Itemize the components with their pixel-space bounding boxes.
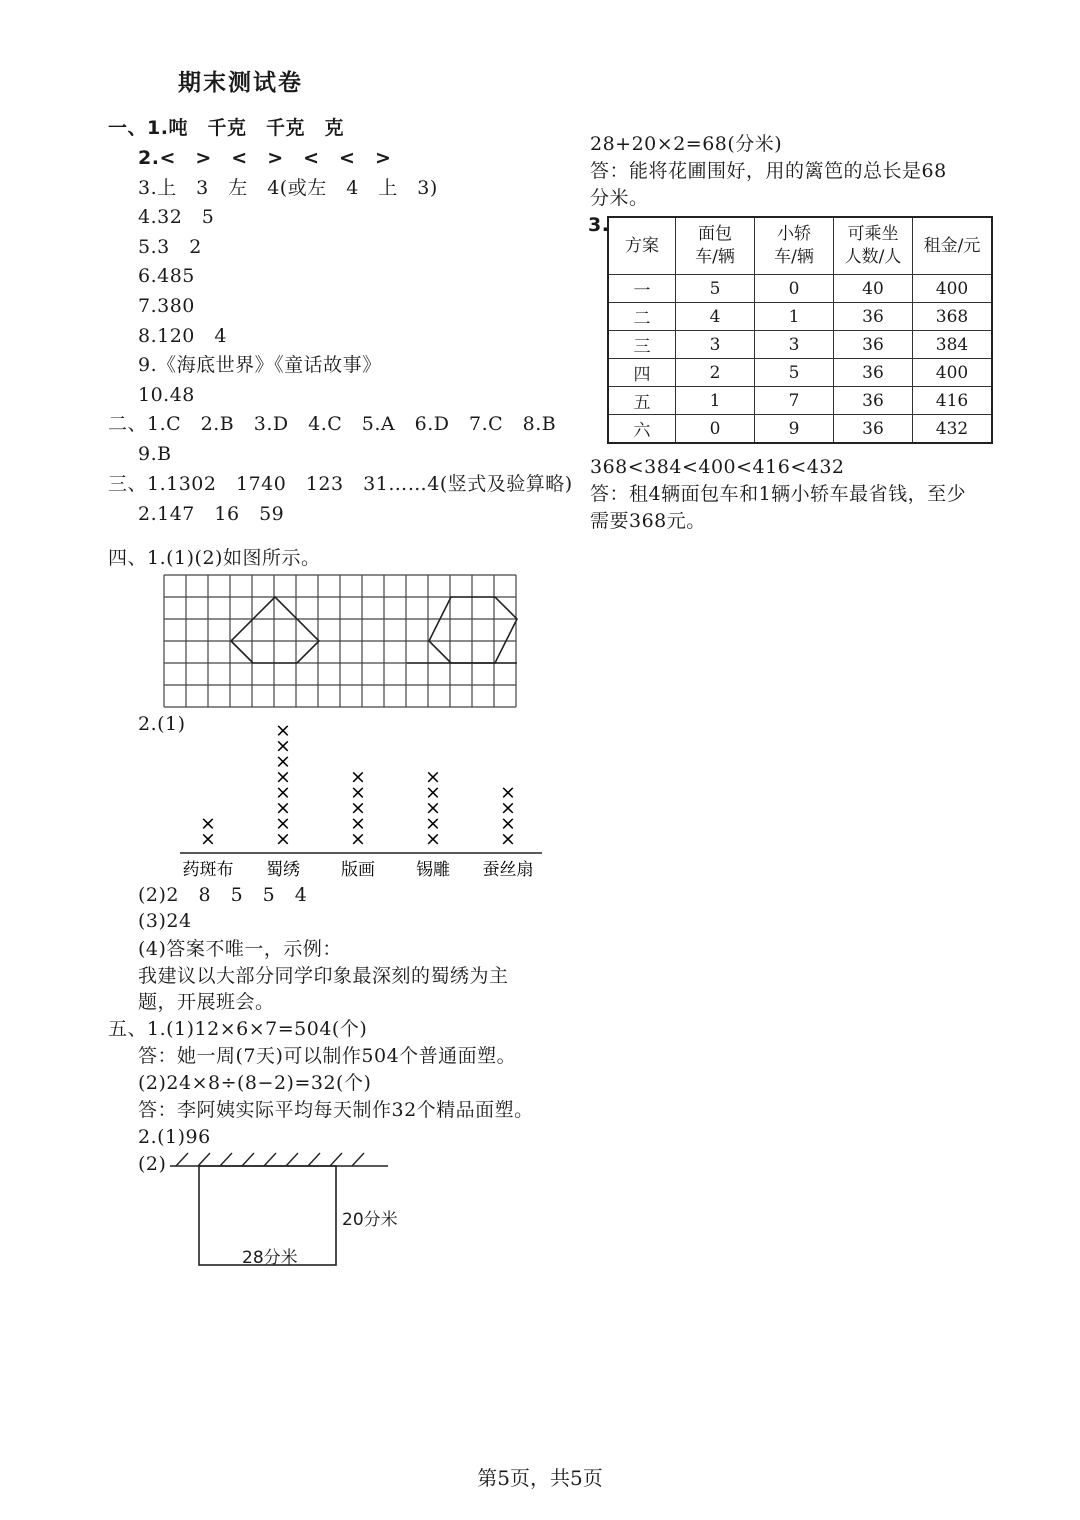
- pictograph-category-label: 药斑布: [182, 860, 234, 880]
- answer-5-5: 2.(1)96: [138, 1126, 211, 1148]
- table-cell: 5: [676, 275, 755, 303]
- answer-5-2: 答：她一周(7天)可以制作504个普通面塑。: [138, 1045, 517, 1067]
- table-row: [608, 275, 992, 303]
- right-line-4: 368<384<400<416<432: [590, 456, 845, 478]
- right-line-1: 28+20×2=68(分米): [590, 133, 783, 155]
- pictograph-category-label: 版画: [341, 860, 375, 880]
- pictograph-mark: ×: [275, 781, 291, 804]
- table-cell: 7: [755, 387, 834, 415]
- answer-1-10: 10.48: [138, 384, 195, 406]
- table-header-cell: 小轿 车/辆: [755, 217, 834, 275]
- answer-1-7: 7.380: [138, 295, 195, 317]
- answer-2-1: 二、1.C 2.B 3.D 4.C 5.A 6.D 7.C 8.B: [108, 413, 557, 435]
- right-line-5: 答：租4辆面包车和1辆小轿车最省钱，至少: [590, 483, 967, 505]
- right-line-2: 答：能将花圃围好，用的篱笆的总长是68: [590, 160, 947, 182]
- pictograph-mark: ×: [275, 797, 291, 819]
- table-cell: 36: [834, 303, 913, 331]
- table-cell: 四: [608, 359, 676, 387]
- page-title: 期末测试卷: [178, 70, 303, 96]
- table-cell: 416: [913, 387, 993, 415]
- table-header-cell: 租金/元: [913, 217, 993, 275]
- table-cell: 36: [834, 359, 913, 387]
- table-cell: 368: [913, 303, 993, 331]
- answer-1-3: 3.上 3 左 4(或左 4 上 3): [138, 177, 438, 199]
- pictograph-mark: ×: [500, 781, 516, 804]
- right-line-6: 需要368元。: [590, 510, 706, 532]
- pictograph-mark: ×: [500, 828, 516, 850]
- table-cell: 2: [676, 359, 755, 387]
- pictograph-chart: [180, 705, 545, 885]
- table-cell: 4: [676, 303, 755, 331]
- table-cell: 一: [608, 275, 676, 303]
- pictograph-mark: ×: [350, 797, 366, 819]
- table-row: [608, 415, 992, 444]
- pictograph-mark: ×: [275, 719, 291, 742]
- answer-1-5: 5.3 2: [138, 236, 202, 258]
- table-cell: 40: [834, 275, 913, 303]
- table-row: [608, 303, 992, 331]
- table-cell: 400: [913, 275, 993, 303]
- pictograph-mark: ×: [500, 812, 516, 835]
- table-cell: 三: [608, 331, 676, 359]
- table-cell: 9: [755, 415, 834, 444]
- pictograph-category-label: 蚕丝扇: [482, 860, 534, 880]
- answer-1-2: 2.< > < > < < >: [138, 147, 392, 169]
- table-cell: 400: [913, 359, 993, 387]
- pictograph-mark: ×: [350, 781, 366, 804]
- answer-4-2-2: (2)2 8 5 5 4: [138, 884, 308, 906]
- table-cell: 432: [913, 415, 993, 444]
- answer-4-2-4: (4)答案不唯一，示例：: [138, 938, 342, 960]
- pictograph-mark: ×: [425, 812, 441, 835]
- table-cell: 3: [755, 331, 834, 359]
- answer-5-1: 五、1.(1)12×6×7=504(个): [108, 1018, 368, 1040]
- pictograph-mark: ×: [275, 750, 291, 773]
- pictograph-mark: ×: [500, 797, 516, 819]
- right-line-3: 分米。: [590, 187, 649, 209]
- answer-1-9: 9.《海底世界》《童话故事》: [138, 354, 382, 376]
- rect-length-label: 28分米: [242, 1248, 298, 1268]
- answer-4-2-5: 我建议以大部分同学印象最深刻的蜀绣为主: [138, 965, 509, 987]
- answer-2-2: 9.B: [138, 443, 172, 465]
- answer-1-6: 6.485: [138, 265, 195, 287]
- table-cell: 1: [755, 303, 834, 331]
- table-cell: 0: [676, 415, 755, 444]
- rect-width-label: 20分米: [342, 1210, 398, 1230]
- table-row: [608, 331, 992, 359]
- pictograph-mark: ×: [275, 812, 291, 835]
- table-row: [608, 359, 992, 387]
- pictograph-mark: ×: [425, 828, 441, 850]
- pictograph-mark: ×: [425, 766, 441, 788]
- answer-1-4: 4.32 5: [138, 206, 215, 228]
- grid-figure: [164, 575, 519, 708]
- pictograph-mark: ×: [350, 766, 366, 788]
- table-row: [608, 387, 992, 415]
- answer-5-4: 答：李阿姨实际平均每天制作32个精品面塑。: [138, 1099, 534, 1121]
- table-cell: 二: [608, 303, 676, 331]
- table-header-cell: 可乘坐 人数/人: [834, 217, 913, 275]
- pictograph-mark: ×: [425, 797, 441, 819]
- pictograph-mark: ×: [275, 735, 291, 757]
- answer-3-1: 三、1.1302 1740 123 31……4(竖式及验算略): [108, 473, 573, 495]
- pictograph-mark: ×: [275, 766, 291, 788]
- table-cell: 36: [834, 387, 913, 415]
- table-header-row: [608, 217, 992, 275]
- rental-table: [607, 216, 993, 444]
- answer-4-1: 四、1.(1)(2)如图所示。: [108, 547, 321, 569]
- answer-5-3: (2)24×8÷(8−2)=32(个): [138, 1072, 372, 1094]
- table-cell: 六: [608, 415, 676, 444]
- pictograph-mark: ×: [350, 828, 366, 850]
- table-cell: 5: [755, 359, 834, 387]
- answer-4-2-6: 题，开展班会。: [138, 991, 275, 1013]
- table-cell: 0: [755, 275, 834, 303]
- question-3-label: 3.: [588, 214, 610, 236]
- pictograph-category-label: 蜀绣: [266, 860, 300, 880]
- pictograph-mark: ×: [200, 812, 216, 835]
- table-cell: 3: [676, 331, 755, 359]
- figure-shape-right: [429, 597, 517, 663]
- answer-1-8: 8.120 4: [138, 325, 227, 347]
- answer-1-1: 一、1.吨 千克 千克 克: [108, 117, 344, 139]
- table-cell: 36: [834, 331, 913, 359]
- table-cell: 五: [608, 387, 676, 415]
- pictograph-mark: ×: [275, 828, 291, 850]
- pictograph-mark: ×: [425, 781, 441, 804]
- table-cell: 1: [676, 387, 755, 415]
- pictograph-mark: ×: [200, 828, 216, 850]
- page-footer: 第5页，共5页: [477, 1466, 603, 1490]
- table-header-cell: 面包 车/辆: [676, 217, 755, 275]
- answer-5-6: (2): [138, 1153, 167, 1175]
- table-cell: 384: [913, 331, 993, 359]
- pictograph-category-label: 锡雕: [416, 860, 450, 880]
- answer-4-2-3: (3)24: [138, 910, 192, 932]
- table-cell: 36: [834, 415, 913, 444]
- table-header-cell: 方案: [608, 217, 676, 275]
- pictograph-mark: ×: [350, 812, 366, 835]
- answer-3-2: 2.147 16 59: [138, 503, 285, 525]
- answer-4-2: 2.(1): [138, 713, 186, 735]
